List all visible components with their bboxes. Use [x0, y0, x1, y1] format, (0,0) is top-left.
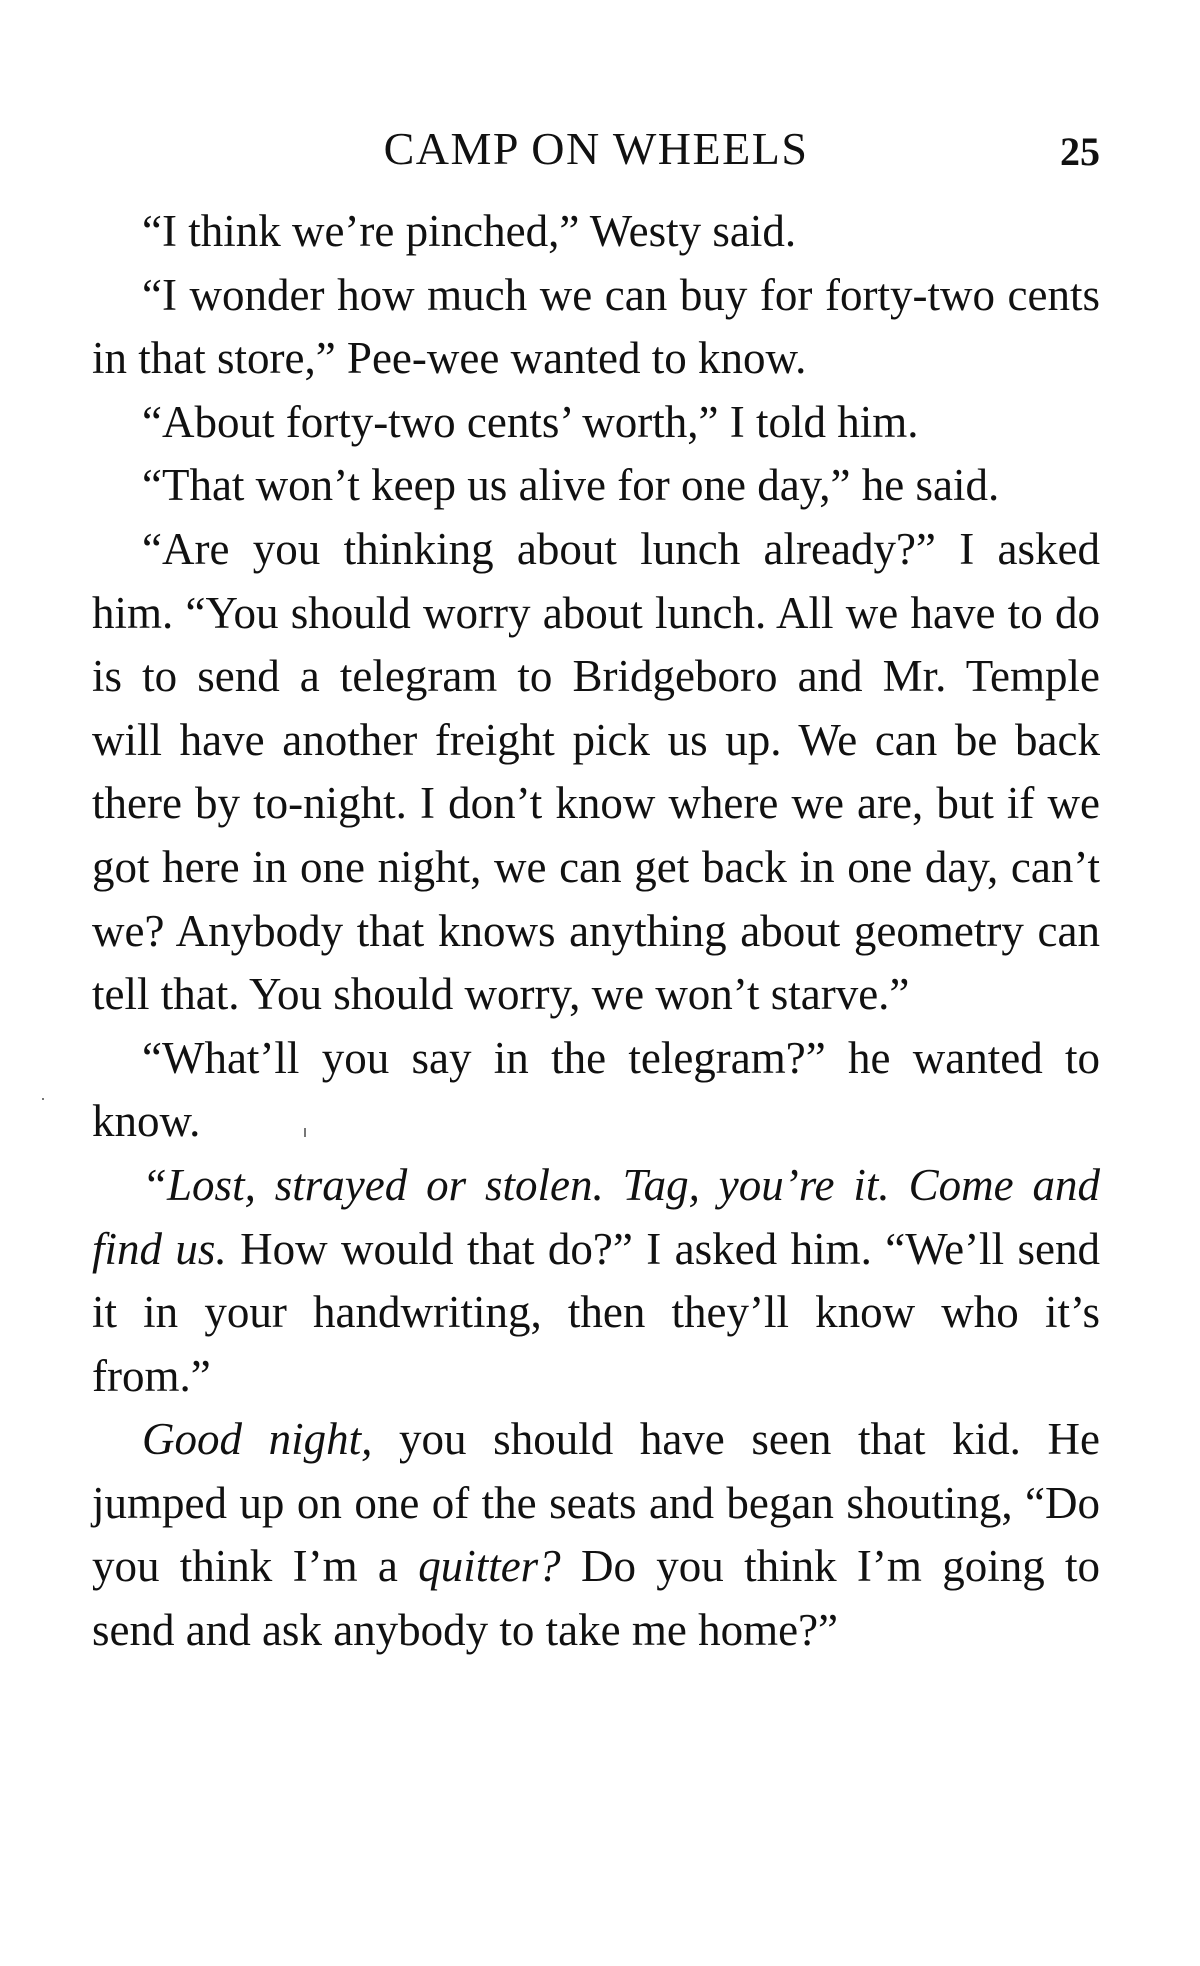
italic-run: Good night, — [142, 1414, 373, 1465]
text-run: How would that do?” I asked him. “We’ll send it in your handwriting, then they’ll know who it’s from.” — [92, 1223, 1100, 1401]
text-run: “That won’t keep us alive for one day,” he said. — [142, 460, 1000, 511]
italic-run: “Lost, strayed or stolen. Tag, you’re it. Come and find us. — [92, 1159, 1100, 1274]
paragraph — [92, 1408, 1100, 1662]
scan-speck — [304, 1128, 306, 1137]
running-title: CAMP ON WHEELS — [383, 123, 809, 174]
paragraph — [92, 1027, 1100, 1154]
paragraph — [92, 1154, 1100, 1408]
body-text — [92, 200, 1100, 1663]
text-run: Do you think I’m going to send and ask anybody to take me home?” — [92, 1541, 1101, 1656]
text-run: “What’ll you say in the telegram?” he wanted to know. — [92, 1032, 1100, 1147]
page-number: 25 — [1060, 129, 1100, 174]
italic-run: quitter? — [418, 1541, 561, 1592]
running-head — [92, 122, 1100, 182]
text-run: “I think we’re pinched,” Westy said. — [142, 206, 797, 256]
paragraph — [92, 454, 1100, 518]
scan-speck — [42, 1098, 44, 1100]
paragraph — [92, 264, 1100, 391]
paragraph — [92, 518, 1100, 1027]
paragraph — [92, 391, 1100, 455]
text-run: “I wonder how much we can buy for forty-two cents in that store,” Pee-wee wanted to know. — [92, 269, 1100, 384]
text-run: “About forty-two cents’ worth,” I told him. — [142, 396, 919, 447]
text-run: “Are you thinking about lunch already?” I asked him. “You should worry about lunch. All we have to do is to send a telegram to Bridgeboro and Mr. Temple will have another freight pick us up. We can be back there by to-night. I don’t know where we are, but if we got here in one night, we can get back in one day, can’t we? Anybody that knows anything about geometry can tell that. You should worry, we won’t starve.” — [92, 523, 1100, 1020]
paragraph — [92, 200, 1100, 264]
text-run: you should have seen that kid. He jumped up on one of the seats and began shouting, “Do you think I’m a — [92, 1414, 1100, 1592]
